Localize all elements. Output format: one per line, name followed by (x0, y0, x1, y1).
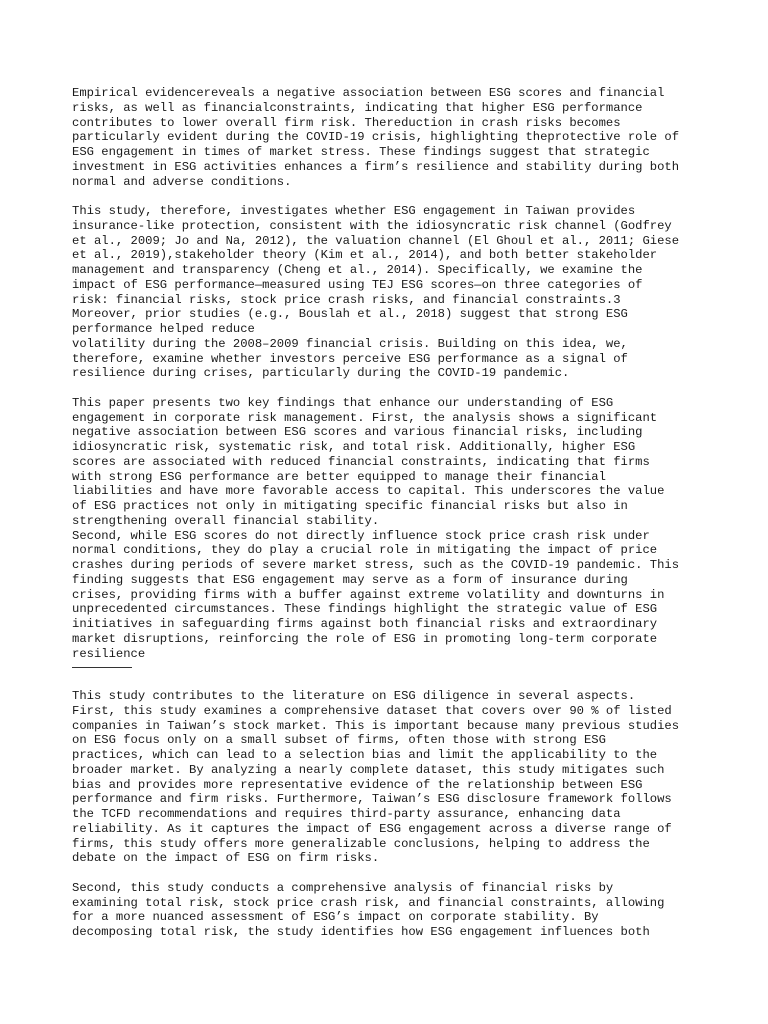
paragraph-study-investigates: This study, therefore, investigates whether ESG engagement in Taiwan provides insurance-like protection, consistent with the idiosyncratic risk channel (Godfrey et al., 2009; Jo and Na, 2012), the valuation channel (El Ghoul et al., 2011; Giese et al., 2019),stakeholder theory (Kim et al., 2014), and both better stakeholder management and transparency (Cheng et al., 2014). Specifically, we examine the impact of ESG performance—measured using TEJ ESG scores—on three categories of risk: financial risks, stock price crash risks, and financial constraints.3 Moreover, prior studies (e.g., Bouslah et al., 2018) suggest that strong ESG performance helped reduce volatility during the 2008–2009 financial crisis. Building on this idea, we, therefore, examine whether investors perceive ESG performance as a signal of resilience during crises, particularly during the COVID-19 pandemic. (72, 204, 680, 381)
paragraph-key-findings: This paper presents two key findings that enhance our understanding of ESG engagement in corporate risk management. First, the analysis shows a significant negative association between ESG scores and various financial risks, including idiosyncratic risk, systematic risk, and total risk. Additionally, higher ESG scores are associated with reduced financial constraints, indicating that firms with strong ESG performance are better equipped to manage their financial liabilities and have more favorable access to capital. This underscores the value of ESG practices not only in mitigating specific financial risks but also in strengthening overall financial stability. Second, while ESG scores do not directly influence stock price crash risk under normal conditions, they do play a crucial role in mitigating the impact of price crashes during periods of severe market stress, such as the COVID-19 pandemic. This finding suggests that ESG engagement may serve as a form of insurance during crises, providing firms with a buffer against extreme volatility and downturns in unprecedented circumstances. These findings highlight the strategic value of ESG initiatives in safeguarding firms against both financial risks and extraordinary market disruptions, reinforcing the role of ESG in promoting long-term corporate resilience (72, 395, 680, 661)
footnote-separator-line (72, 667, 132, 668)
paragraph-gap (72, 381, 712, 396)
paragraph-second-contribution: Second, this study conducts a comprehensive analysis of financial risks by examining total risk, stock price crash risk, and financial constraints, allowing for a more nuanced assessment of ESG’s impact on corporate stability. By decomposing total risk, the study identifies how ESG engagement influences both (72, 880, 665, 939)
paragraph-gap (72, 866, 712, 881)
paragraph-gap (72, 189, 712, 204)
document-page (72, 86, 712, 940)
paragraph-gap (72, 674, 712, 689)
paragraph-contributions: This study contributes to the literature on ESG diligence in several aspects. First, this study examines a comprehensive dataset that covers over 90 % of listed companies in Taiwan’s stock market. This is important because many previous studies on ESG focus only on a small subset of firms, often those with strong ESG practices, which can lead to a selection bias and limit the applicability to the broader market. By analyzing a nearly complete dataset, this study mitigates such bias and provides more representative evidence of the relationship between ESG performance and firm risks. Furthermore, Taiwan’s ESG disclosure framework follows the TCFD recommendations and requires third-party assurance, enhancing data reliability. As it captures the impact of ESG engagement across a diverse range of firms, this study offers more generalizable conclusions, helping to address the debate on the impact of ESG on firm risks. (72, 689, 680, 866)
paragraph-empirical-evidence: Empirical evidencereveals a negative association between ESG scores and financial risks, as well as financialconstraints, indicating that higher ESG performance contributes to lower overall firm risk. Thereduction in crash risks becomes particularly evident during the COVID-19 crisis, highlighting theprotective role of ESG engagement in times of market stress. These findings suggest that strategic investment in ESG activities enhances a firm’s resilience and stability during both normal and adverse conditions. (72, 86, 680, 189)
